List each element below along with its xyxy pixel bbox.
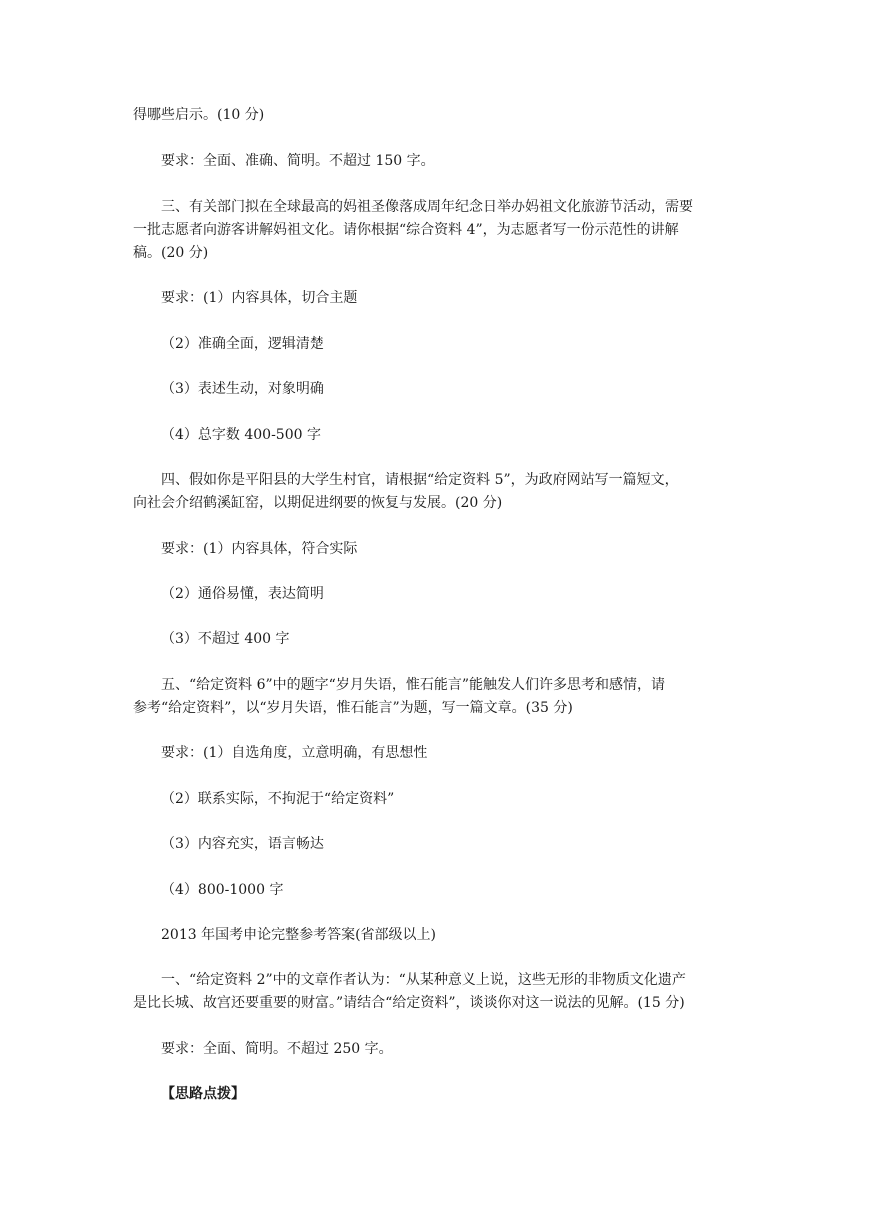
question-3-line-3: 稿。(20 分) — [133, 245, 209, 261]
requirement-item: （3）内容充实，语言畅达 — [161, 836, 324, 852]
hint-heading: 【思路点拨】 — [161, 1086, 245, 1102]
requirement-line: 要求：全面、简明。不超过 250 字。 — [161, 1041, 393, 1057]
requirement-item: （2）联系实际，不拘泥于“给定资料” — [161, 791, 395, 807]
question-5-line-2: 参考“给定资料”，以“岁月失语，惟石能言”为题，写一篇文章。(35 分) — [133, 700, 573, 716]
question-5-line-1: 五、“给定资料 6”中的题字“岁月失语，惟石能言”能触发人们许多思考和感情，请 — [161, 677, 665, 693]
question-3-line-1: 三、有关部门拟在全球最高的妈祖圣像落成周年纪念日举办妈祖文化旅游节活动，需要 — [161, 199, 693, 215]
requirement-item: （2）准确全面，逻辑清楚 — [161, 336, 324, 352]
paragraph-line: 得哪些启示。(10 分) — [133, 107, 265, 123]
section-heading: 2013 年国考申论完整参考答案(省部级以上) — [161, 927, 437, 943]
requirement-line: 要求：全面、准确、简明。不超过 150 字。 — [161, 153, 435, 169]
requirement-item: （4）总字数 400-500 字 — [161, 427, 321, 443]
requirement-item: （2）通俗易懂，表达简明 — [161, 586, 324, 602]
question-4-line-2: 向社会介绍鹤溪缸窑，以期促进纲要的恢复与发展。(20 分) — [133, 495, 503, 511]
answer-question-1-line-1: 一、“给定资料 2”中的文章作者认为：“从某种意义上说，这些无形的非物质文化遗产 — [161, 972, 686, 988]
requirement-item: （3）表述生动，对象明确 — [161, 381, 324, 397]
requirement-line: 要求：(1）内容具体，符合实际 — [161, 541, 358, 557]
question-3-line-2: 一批志愿者向游客讲解妈祖文化。请你根据“综合资料 4”，为志愿者写一份示范性的讲解 — [133, 222, 679, 238]
requirement-line: 要求：(1）自选角度，立意明确，有思想性 — [161, 745, 428, 761]
requirement-line: 要求：(1）内容具体，切合主题 — [161, 290, 358, 306]
requirement-item: （3）不超过 400 字 — [161, 631, 290, 647]
answer-question-1-line-2: 是比长城、故宫还要重要的财富。”请结合“给定资料”，谈谈你对这一说法的见解。(15 分) — [133, 995, 685, 1011]
question-4-line-1: 四、假如你是平阳县的大学生村官，请根据“给定资料 5”，为政府网站写一篇短文， — [161, 472, 679, 488]
requirement-item: （4）800-1000 字 — [161, 882, 284, 898]
